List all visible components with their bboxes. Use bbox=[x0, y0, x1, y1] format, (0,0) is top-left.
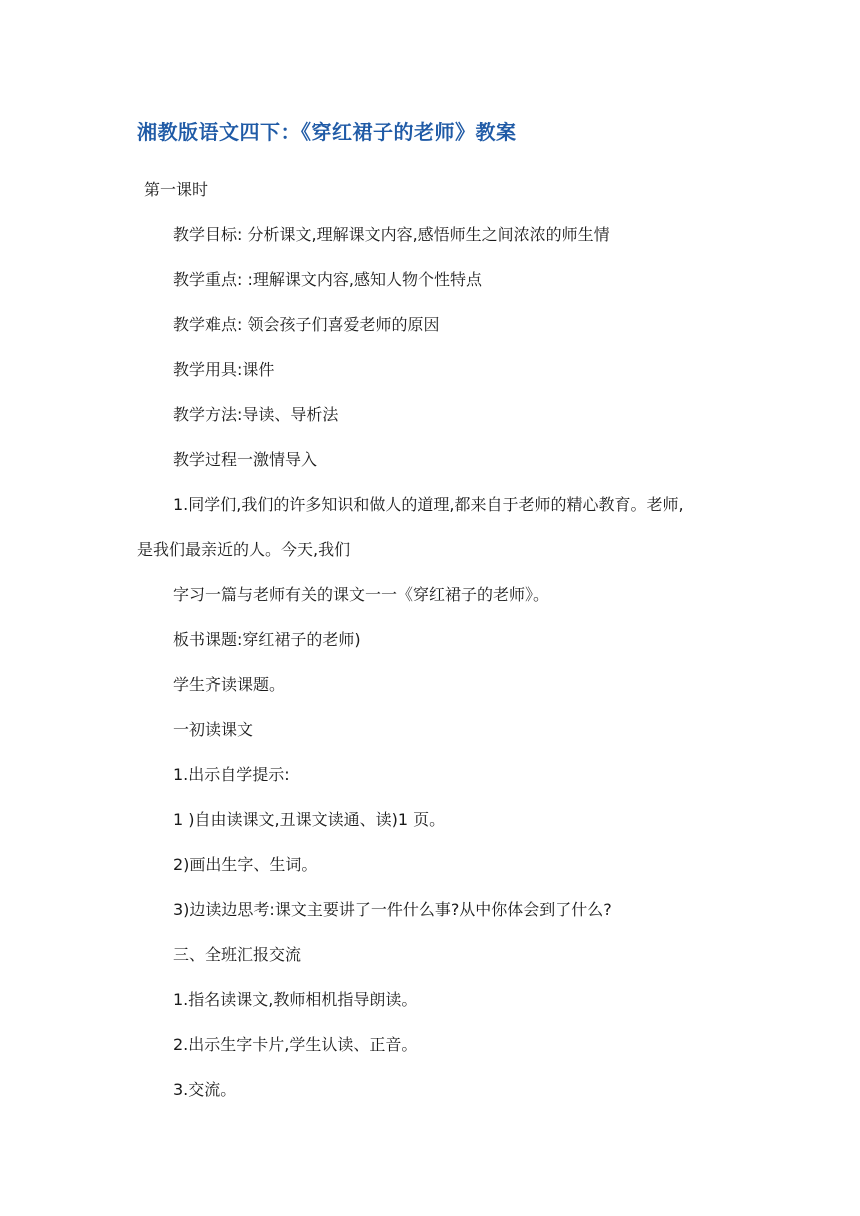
list-item: 2.出示生字卡片,学生认读、正音。 bbox=[173, 1035, 418, 1054]
section-intro: 教学过程一激情导入 bbox=[173, 450, 318, 469]
list-item: 3)边读边思考:课文主要讲了一件什么事?从中你体会到了什么? bbox=[173, 900, 612, 919]
teaching-tools: 教学用具:课件 bbox=[173, 360, 275, 379]
teaching-method: 教学方法:导读、导析法 bbox=[173, 405, 339, 424]
paragraph-line: 1.同学们,我们的许多知识和做人的道理,都来自于老师的精心教育。老师, bbox=[173, 495, 684, 514]
paragraph-line: 学生齐读课题。 bbox=[173, 675, 286, 694]
list-item: 2)画出生字、生词。 bbox=[173, 855, 318, 874]
teaching-difficulty: 教学难点: 领会孩子们喜爱老师的原因 bbox=[173, 315, 440, 334]
list-item: 1.指名读课文,教师相机指导朗读。 bbox=[173, 990, 418, 1009]
list-item: 3.交流。 bbox=[173, 1080, 237, 1099]
paragraph-line: 板书课题:穿红裙子的老师) bbox=[173, 630, 361, 649]
section-first-read: 一初读课文 bbox=[173, 720, 254, 739]
paragraph-line: 字习一篇与老师有关的课文一一《穿红裙子的老师》。 bbox=[173, 585, 550, 604]
lesson-period: 第一课时 bbox=[144, 180, 209, 199]
teaching-focus: 教学重点: :理解课文内容,感知人物个性特点 bbox=[173, 270, 482, 289]
list-item: 1.出示自学提示: bbox=[173, 765, 290, 784]
teaching-goal: 教学目标: 分析课文,理解课文内容,感悟师生之间浓浓的师生情 bbox=[173, 225, 610, 244]
list-item: 1 )自由读课文,丑课文读通、读)1 页。 bbox=[173, 810, 446, 829]
document-title: 湘教版语文四下：《穿红裙子的老师》教案 bbox=[137, 120, 517, 144]
section-report: 三、全班汇报交流 bbox=[173, 945, 302, 964]
paragraph-line: 是我们最亲近的人。今天,我们 bbox=[137, 540, 351, 559]
